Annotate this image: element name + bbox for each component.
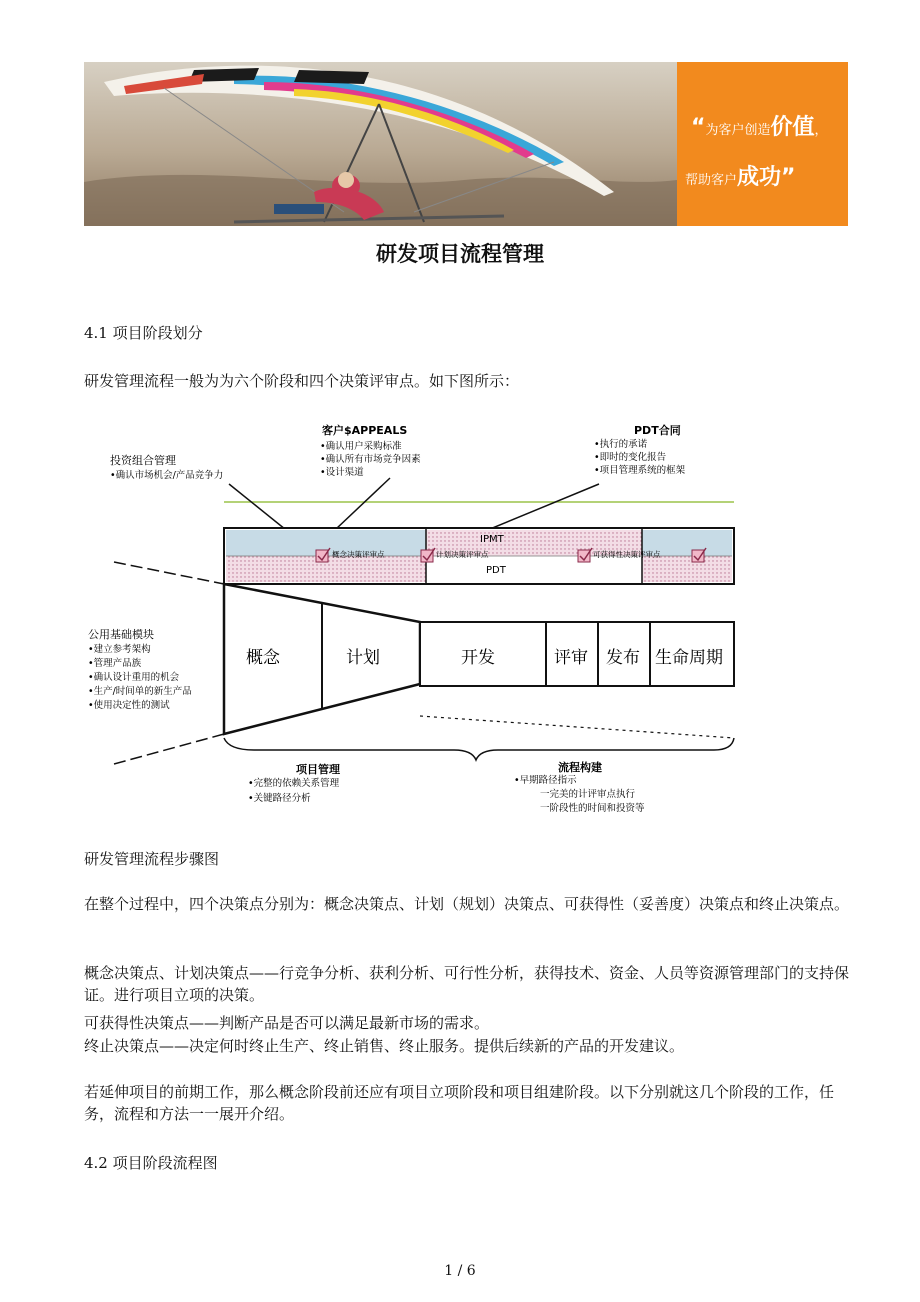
customer-item: •设计渠道	[320, 467, 364, 478]
checkpoint-availability-icon	[578, 548, 592, 562]
termination-decision-paragraph: 终止决策点——决定何时终止生产、终止销售、终止服务。提供后续新的产品的开发建议。	[84, 1037, 685, 1055]
stage-label: 生命周期	[655, 648, 723, 668]
slogan-line-1-text: 为客户创造	[705, 123, 771, 138]
portfolio-item: •确认市场机会/产品竞争力	[110, 470, 224, 481]
concept-plan-decision-paragraph: 概念决策点、计划决策点——行竞争分析、获利分析、可行性分析，获得技术、资金、人员等资源管理部门的支持保证。进行项目立项的决策。	[84, 964, 850, 1004]
stage-label: 评审	[554, 648, 588, 668]
pdt-item: •执行的承诺	[594, 439, 648, 450]
section-heading-4-1: 4.1 项目阶段划分	[84, 324, 203, 342]
portfolio-mgmt-label: 投资组合管理	[110, 454, 176, 467]
page-title: 研发项目流程管理	[376, 241, 544, 266]
extension-paragraph: 若延伸项目的前期工作，那么概念阶段前还应有项目立项阶段和项目组建阶段。以下分别就这几个阶段的工作，任务，流程和方法一一展开介绍。	[84, 1083, 835, 1123]
rd-process-diagram	[84, 416, 784, 826]
pdt-item: •项目管理系统的框架	[594, 465, 686, 476]
common-modules-label: 公用基础模块	[88, 628, 154, 641]
common-item: •使用决定性的测试	[88, 700, 170, 711]
customer-appeals-label: 客户$APPEALS	[322, 424, 408, 437]
stage-label: 开发	[461, 648, 495, 668]
checkpoint-plan-icon	[421, 548, 435, 562]
page-number: 1 / 6	[444, 1263, 476, 1279]
stage-label: 概念	[246, 648, 280, 668]
pdt-contract-label: PDT合同	[634, 424, 681, 437]
slogan-value-word: 价值	[770, 115, 815, 140]
checkpoint-label: 可获得性决策评审点	[593, 550, 661, 559]
checkpoint-concept-icon	[316, 548, 330, 562]
hang-glider-photo	[84, 62, 677, 226]
slogan-line-1: “为客户创造价值，	[691, 115, 828, 140]
diagram-caption: 研发管理流程步骤图	[84, 850, 220, 868]
pdt-item: •即时的变化报告	[594, 452, 667, 463]
stage-label: 发布	[606, 648, 640, 668]
pdt-band-label: PDT	[486, 565, 506, 576]
pm-item: •完整的依赖关系管理	[248, 778, 340, 789]
flow-item: 一阶段性的时间和投资等	[540, 803, 645, 814]
customer-item: •确认用户采购标准	[320, 441, 402, 452]
checkpoint-end-icon	[692, 548, 706, 562]
slogan-success-word: 成功	[737, 165, 782, 190]
common-item: •生产/时间单的新生产品	[88, 686, 192, 697]
slogan-line-2-text: 帮助客户	[685, 173, 738, 188]
slogan-line-2: 帮助客户成功”	[685, 165, 796, 190]
decision-points-paragraph: 在整个过程中，四个决策点分别为：概念决策点、计划（规划）决策点、可获得性（妥善度）决策点和终止决策点。	[84, 895, 850, 913]
section-heading-4-2: 4.2 项目阶段流程图	[84, 1154, 218, 1172]
common-item: •建立参考架构	[88, 644, 151, 655]
flow-item: •早期路径指示	[514, 775, 577, 786]
process-build-label: 流程构建	[558, 761, 602, 774]
flow-item: 一完美的计评审点执行	[540, 789, 636, 800]
project-mgmt-label: 项目管理	[296, 763, 340, 776]
checkpoint-label: 计划决策评审点	[436, 550, 489, 559]
common-item: •管理产品族	[88, 658, 142, 669]
slogan-panel	[677, 62, 848, 226]
header-banner	[84, 62, 848, 226]
intro-paragraph: 研发管理流程一般为为六个阶段和四个决策评审点。如下图所示：	[84, 372, 520, 390]
stage-label: 计划	[346, 648, 380, 668]
common-item: •确认设计重用的机会	[88, 672, 180, 683]
ipmt-band-label: IPMT	[480, 534, 504, 545]
checkpoint-label: 概念决策评审点	[332, 550, 385, 559]
customer-item: •确认所有市场竞争因素	[320, 454, 421, 465]
pm-item: •关键路径分析	[248, 793, 311, 804]
availability-decision-paragraph: 可获得性决策点——判断产品是否可以满足最新市场的需求。	[84, 1014, 490, 1032]
